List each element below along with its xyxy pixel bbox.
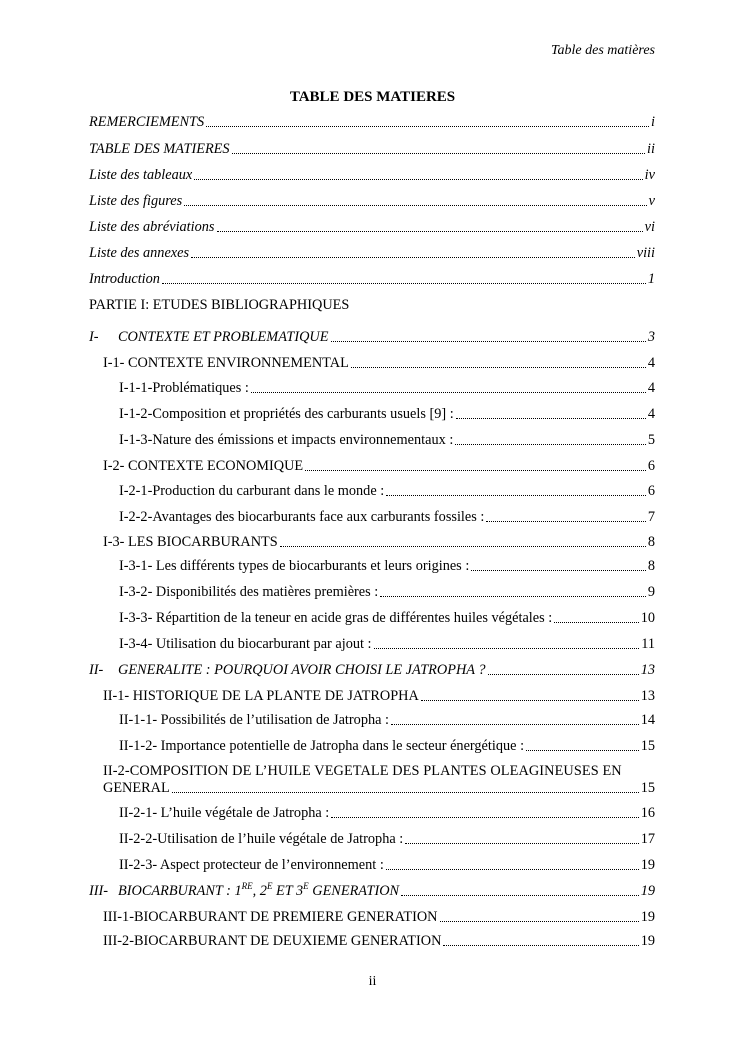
toc-entry[interactable] <box>103 688 655 705</box>
dot-leader <box>172 792 639 793</box>
toc-entry-wrapped[interactable] <box>103 763 655 797</box>
dot-leader <box>331 817 638 818</box>
dot-leader <box>194 179 642 180</box>
toc-entry-remerciements[interactable] <box>89 114 655 131</box>
toc-label: Liste des abréviations <box>89 219 215 235</box>
toc-entry[interactable] <box>119 831 655 848</box>
dot-leader <box>217 231 643 232</box>
page-title: TABLE DES MATIERES <box>289 89 456 105</box>
toc-entry-table-des-matieres[interactable] <box>89 141 655 158</box>
toc-page: 17 <box>640 831 655 847</box>
toc-entry-liste-figures[interactable] <box>89 193 655 210</box>
toc-page: 6 <box>647 458 655 474</box>
toc-entry[interactable] <box>119 738 655 755</box>
dot-leader <box>351 367 646 368</box>
toc-entry[interactable] <box>119 432 655 449</box>
toc-label: I-3-4- Utilisation du biocarburant par ajout : <box>119 636 372 652</box>
dot-leader <box>401 895 639 896</box>
section-number: II- <box>89 662 104 678</box>
dot-leader <box>391 724 639 725</box>
toc-label: III-2-BIOCARBURANT DE DEUXIEME GENERATION <box>103 933 442 949</box>
toc-page: 9 <box>647 584 655 600</box>
toc-entry[interactable] <box>103 933 655 950</box>
toc-page: 4 <box>647 406 655 422</box>
toc-page: 10 <box>640 610 655 626</box>
toc-page: 19 <box>640 883 655 899</box>
dot-leader <box>386 869 639 870</box>
toc-label: II-2-3- Aspect protecteur de l’environnement : <box>119 857 384 873</box>
toc-page: 19 <box>640 857 655 873</box>
page-number: ii <box>368 974 377 989</box>
toc-label: Introduction <box>89 271 160 287</box>
toc-page: viii <box>636 245 655 261</box>
dot-leader <box>232 153 645 154</box>
toc-section-1[interactable] <box>89 329 655 346</box>
dot-leader <box>380 596 646 597</box>
toc-page: 3 <box>647 329 655 345</box>
dot-leader <box>486 521 645 522</box>
toc-entry-introduction[interactable] <box>89 271 655 288</box>
toc-label: Liste des tableaux <box>89 167 193 183</box>
toc-entry[interactable] <box>119 636 655 653</box>
section-number: I- <box>89 329 99 345</box>
toc-entry[interactable] <box>103 909 655 926</box>
toc-label: CONTEXTE ET PROBLEMATIQUE <box>118 329 329 345</box>
toc-section-3[interactable] <box>89 883 655 900</box>
toc-page: vi <box>644 219 655 235</box>
toc-page: 13 <box>640 688 655 704</box>
dot-leader <box>331 341 646 342</box>
toc-section-2[interactable] <box>89 662 655 679</box>
toc-label: REMERCIEMENTS <box>89 114 205 130</box>
dot-leader <box>456 418 646 419</box>
toc-page: 14 <box>640 712 655 728</box>
toc-page: 6 <box>647 483 655 499</box>
toc-page: v <box>648 193 655 209</box>
toc-label: I-2-2-Avantages des biocarburants face aux carburants fossiles : <box>119 509 485 525</box>
toc-label: III-1-BIOCARBURANT DE PREMIERE GENERATION <box>103 909 438 925</box>
toc-entry[interactable] <box>119 805 655 822</box>
dot-leader <box>191 257 635 258</box>
toc-page: 8 <box>647 534 655 550</box>
toc-entry-liste-tableaux[interactable] <box>89 167 655 184</box>
toc-entry[interactable] <box>119 610 655 627</box>
toc-page: 5 <box>647 432 655 448</box>
toc-page: 8 <box>647 558 655 574</box>
dot-leader <box>374 648 640 649</box>
toc-label: II-2-COMPOSITION DE L’HUILE VEGETALE DES PLANTES OLEAGINEUSES EN <box>103 763 622 779</box>
toc-entry[interactable] <box>119 558 655 575</box>
toc-page: 11 <box>641 636 655 652</box>
dot-leader <box>488 674 639 675</box>
toc-page: i <box>651 114 655 130</box>
dot-leader <box>443 945 638 946</box>
part-heading: PARTIE I: ETUDES BIBLIOGRAPHIQUES <box>89 297 350 313</box>
toc-page: 4 <box>647 355 655 371</box>
dot-leader <box>405 843 638 844</box>
toc-label: I-3-3- Répartition de la teneur en acide gras de différentes huiles végétales : <box>119 610 553 626</box>
toc-entry[interactable] <box>119 483 655 500</box>
toc-page: 19 <box>640 933 655 949</box>
toc-entry[interactable] <box>119 584 655 601</box>
toc-label: I-1- CONTEXTE ENVIRONNEMENTAL <box>103 355 349 371</box>
toc-page: 7 <box>647 509 655 525</box>
toc-page: 19 <box>640 909 655 925</box>
toc-page: 15 <box>640 738 655 754</box>
dot-leader <box>280 546 646 547</box>
dot-leader <box>455 444 646 445</box>
toc-entry[interactable] <box>119 857 655 874</box>
dot-leader <box>184 205 646 206</box>
toc-label: II-1-2- Importance potentielle de Jatropha dans le secteur énergétique : <box>119 738 525 754</box>
dot-leader <box>305 470 646 471</box>
toc-label: I-1-2-Composition et propriétés des carburants usuels [9] : <box>119 406 454 422</box>
toc-entry-liste-annexes[interactable] <box>89 245 655 262</box>
toc-page: ii <box>647 141 655 157</box>
toc-label: Liste des figures <box>89 193 183 209</box>
running-header: Table des matières <box>551 43 655 58</box>
toc-label: I-1-1-Problématiques : <box>119 380 249 396</box>
toc-entry[interactable] <box>119 712 655 729</box>
toc-entry[interactable] <box>119 509 655 526</box>
toc-label: I-1-3-Nature des émissions et impacts environnementaux : <box>119 432 454 448</box>
toc-page: 15 <box>640 780 655 796</box>
toc-label: II-1- HISTORIQUE DE LA PLANTE DE JATROPHA <box>103 688 419 704</box>
toc-entry-liste-abreviations[interactable] <box>89 219 655 236</box>
dot-leader <box>554 622 638 623</box>
section-number: III- <box>89 883 109 899</box>
dot-leader <box>386 495 646 496</box>
toc-page: 13 <box>640 662 655 678</box>
dot-leader <box>421 700 639 701</box>
toc-entry[interactable] <box>103 534 655 551</box>
toc-page: 4 <box>647 380 655 396</box>
dot-leader <box>251 392 646 393</box>
toc-label: I-2-1-Production du carburant dans le monde : <box>119 483 385 499</box>
toc-label: II-2-2-Utilisation de l’huile végétale de Jatropha : <box>119 831 404 847</box>
toc-page: 1 <box>647 271 655 287</box>
toc-label: I-3-2- Disponibilités des matières premières : <box>119 584 379 600</box>
toc-label: BIOCARBURANT : 1RE, $2^E$ ET $3^E$ GENERATION <box>118 881 400 899</box>
toc-entry[interactable] <box>103 355 655 372</box>
toc-page: 16 <box>640 805 655 821</box>
toc-entry[interactable] <box>119 380 655 397</box>
toc-label: II-1-1- Possibilités de l’utilisation de Jatropha : <box>119 712 390 728</box>
toc-label-continued: GENERAL <box>103 780 170 796</box>
toc-label: GENERALITE : POURQUOI AVOIR CHOISI LE JATROPHA ? <box>118 662 486 678</box>
toc-label: TABLE DES MATIERES <box>89 141 230 157</box>
toc-label: I-3- LES BIOCARBURANTS <box>103 534 278 550</box>
toc-label: Liste des annexes <box>89 245 190 261</box>
toc-label: II-2-1- L’huile végétale de Jatropha : <box>119 805 330 821</box>
dot-leader <box>526 750 639 751</box>
toc-label: I-3-1- Les différents types de biocarburants et leurs origines : <box>119 558 470 574</box>
toc-entry[interactable] <box>119 406 655 423</box>
toc-label: I-2- CONTEXTE ECONOMIQUE <box>103 458 304 474</box>
toc-page: iv <box>644 167 655 183</box>
toc-entry[interactable] <box>103 458 655 475</box>
dot-leader <box>162 283 646 284</box>
dot-leader <box>206 126 649 127</box>
dot-leader <box>471 570 646 571</box>
dot-leader <box>440 921 639 922</box>
